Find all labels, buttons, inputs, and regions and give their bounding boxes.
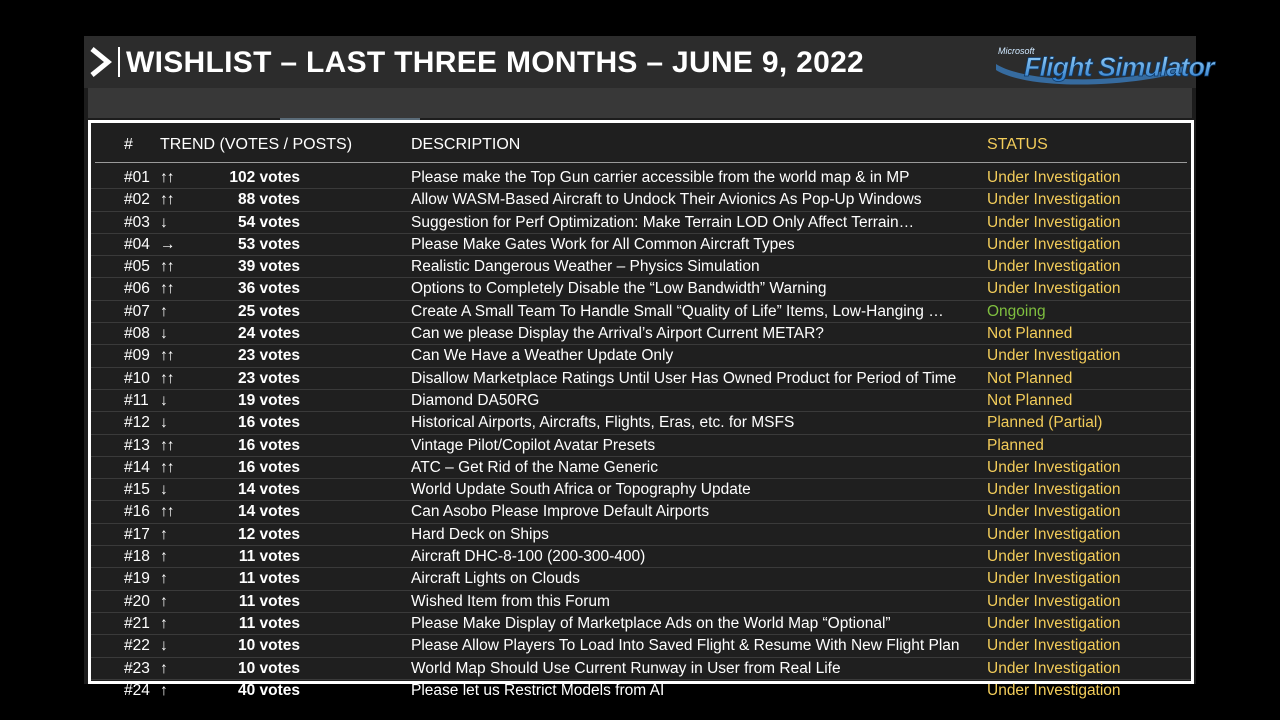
row-number: #11	[124, 391, 149, 409]
trend-arrows: ↑↑	[160, 191, 174, 209]
table-body	[91, 167, 1191, 701]
page-title: WISHLIST – LAST THREE MONTHS – JUNE 9, 2022	[126, 46, 865, 79]
row-description: World Map Should Use Current Runway in User from Real Life	[411, 659, 841, 677]
vote-count: 88 votes	[237, 191, 300, 209]
row-number: #10	[124, 369, 150, 387]
vote-count: 54 votes	[237, 213, 300, 231]
table-header	[91, 123, 1191, 162]
status-label: Under Investigation	[987, 280, 1121, 298]
row-number: #22	[124, 637, 150, 655]
slide	[84, 36, 1214, 699]
status-label: Not Planned	[987, 369, 1073, 387]
trend-arrows: ↓	[160, 391, 167, 409]
status-label: Under Investigation	[987, 681, 1121, 699]
status-label: Ongoing	[987, 302, 1046, 320]
row-description: Aircraft DHC-8-100 (200-300-400)	[411, 548, 646, 566]
vote-count: 16 votes	[237, 414, 300, 432]
vote-count: 53 votes	[237, 235, 300, 253]
row-description: Historical Airports, Aircrafts, Flights, Eras, etc. for MSFS	[411, 414, 795, 432]
row-number: #13	[124, 436, 150, 454]
row-number: #17	[124, 525, 150, 543]
vote-count: 23 votes	[237, 369, 300, 387]
row-number: #23	[124, 659, 150, 677]
vote-count: 16 votes	[237, 436, 300, 454]
trend-arrows: ↑	[160, 659, 167, 677]
status-label: Under Investigation	[987, 191, 1121, 209]
status-label: Not Planned	[987, 391, 1073, 409]
vote-count: 19 votes	[237, 391, 300, 409]
table-row	[91, 301, 1191, 323]
table-row	[91, 635, 1191, 657]
status-label: Under Investigation	[987, 258, 1121, 276]
vote-count: 11 votes	[238, 548, 300, 566]
row-number: #08	[124, 325, 150, 343]
trend-arrows: ↓	[160, 213, 167, 231]
row-description: Please Allow Players To Load Into Saved Flight & Resume With New Flight Plan	[411, 637, 960, 655]
table-row	[91, 323, 1191, 345]
row-description: Aircraft Lights on Clouds	[411, 570, 580, 588]
vote-count: 25 votes	[237, 302, 300, 320]
row-description: Please let us Restrict Models from AI	[411, 681, 665, 699]
status-label: Planned (Partial)	[987, 414, 1103, 432]
header-divider	[95, 162, 1187, 163]
header-num: #	[124, 136, 133, 153]
table-row	[91, 412, 1191, 434]
row-description: Create A Small Team To Handle Small “Quality of Life” Items, Low-Hanging …	[411, 302, 944, 320]
trend-arrows: ↑	[160, 548, 167, 566]
status-label: Under Investigation	[987, 570, 1121, 588]
trend-arrows: ↑	[160, 525, 167, 543]
vote-count: 102 votes	[229, 169, 300, 186]
table-row	[91, 568, 1191, 590]
header-status: STATUS	[987, 136, 1048, 153]
header-trend: TREND (VOTES / POSTS)	[160, 136, 353, 153]
status-label: Under Investigation	[987, 614, 1121, 632]
status-label: Planned	[987, 436, 1044, 454]
row-number: #03	[124, 213, 150, 231]
vote-count: 23 votes	[237, 347, 300, 365]
trend-arrows: ↑↑	[160, 169, 174, 186]
row-number: #21	[124, 614, 150, 632]
trend-arrows: ↑	[160, 302, 167, 320]
table-row	[91, 167, 1191, 189]
table-row	[91, 680, 1191, 701]
row-description: Vintage Pilot/Copilot Avatar Presets	[411, 436, 656, 454]
table-row	[91, 479, 1191, 501]
trend-arrows: ↓	[160, 637, 167, 655]
trend-arrows: ↓	[160, 325, 167, 343]
table-row	[91, 212, 1191, 234]
table-row	[91, 501, 1191, 523]
vote-count: 16 votes	[237, 458, 300, 476]
trend-arrows: ↓	[160, 414, 167, 432]
status-label: Under Investigation	[987, 169, 1121, 186]
vote-count: 40 votes	[237, 681, 300, 699]
vote-count: 11 votes	[238, 570, 300, 588]
table-row	[91, 457, 1191, 479]
trend-arrows: ↑↑	[160, 458, 174, 476]
status-label: Under Investigation	[987, 525, 1121, 543]
trend-arrows: ↑↑	[160, 436, 174, 454]
status-label: Under Investigation	[987, 637, 1121, 655]
row-number: #06	[124, 280, 150, 298]
status-label: Under Investigation	[987, 235, 1121, 253]
row-description: Hard Deck on Ships	[411, 525, 549, 543]
row-description: ATC – Get Rid of the Name Generic	[411, 458, 658, 476]
logo-microsoft-text: Microsoft	[998, 46, 1035, 56]
row-number: #12	[124, 414, 150, 432]
trend-arrows: ↑	[160, 614, 167, 632]
row-description: Please Make Gates Work for All Common Aircraft Types	[411, 235, 795, 253]
row-number: #15	[124, 481, 150, 499]
chevron-right-icon	[88, 46, 114, 78]
logo-flight-simulator-text: Flight Simulator	[1024, 52, 1214, 82]
row-description: Wished Item from this Forum	[411, 592, 610, 610]
status-label: Under Investigation	[987, 481, 1121, 499]
trend-arrows: ↑↑	[160, 258, 174, 276]
row-description: Options to Completely Disable the “Low Bandwidth” Warning	[411, 280, 827, 298]
vote-count: 11 votes	[238, 592, 300, 610]
row-number: #02	[124, 191, 150, 209]
row-description: Suggestion for Perf Optimization: Make Terrain LOD Only Affect Terrain…	[411, 213, 915, 231]
vote-count: 39 votes	[237, 258, 300, 276]
trend-arrows: ↑↑	[160, 369, 174, 387]
status-label: Under Investigation	[987, 503, 1121, 521]
trend-arrows: ↑	[160, 592, 167, 610]
sub-header-band	[88, 88, 1192, 118]
row-number: #16	[124, 503, 150, 521]
status-label: Under Investigation	[987, 548, 1121, 566]
status-label: Not Planned	[987, 325, 1073, 343]
status-label: Under Investigation	[987, 347, 1121, 365]
vote-count: 14 votes	[237, 503, 300, 521]
row-number: #04	[124, 235, 150, 253]
table-row	[91, 234, 1191, 256]
trend-arrows: ↑↑	[160, 503, 174, 521]
table-row	[91, 390, 1191, 412]
table-row	[91, 546, 1191, 568]
trend-arrows: ↑	[160, 681, 167, 699]
status-label: Under Investigation	[987, 592, 1121, 610]
trend-arrows: ↑↑	[160, 347, 174, 365]
row-description: Please Make Display of Marketplace Ads on the World Map “Optional”	[411, 614, 891, 632]
row-description: Can Asobo Please Improve Default Airports	[411, 503, 710, 521]
row-number: #09	[124, 347, 150, 365]
trend-arrows: →	[160, 235, 175, 253]
table-row	[91, 658, 1191, 680]
row-description: Disallow Marketplace Ratings Until User Has Owned Product for Period of Time	[411, 369, 957, 387]
table-row	[91, 345, 1191, 367]
title-divider	[118, 47, 120, 77]
row-description: Can We Have a Weather Update Only	[411, 347, 674, 365]
row-number: #07	[124, 302, 150, 320]
status-label: Under Investigation	[987, 659, 1121, 677]
vote-count: 11 votes	[238, 614, 300, 632]
flight-simulator-logo	[994, 42, 1214, 86]
trend-arrows: ↑	[160, 570, 167, 588]
row-description: Allow WASM-Based Aircraft to Undock Their Avionics As Pop-Up Windows	[411, 191, 922, 209]
table-row	[91, 524, 1191, 546]
row-number: #24	[124, 681, 150, 699]
vote-count: 10 votes	[237, 659, 300, 677]
row-number: #20	[124, 592, 150, 610]
vote-count: 10 votes	[237, 637, 300, 655]
row-number: #01	[124, 169, 150, 186]
table-row	[91, 435, 1191, 457]
row-description: Diamond DA50RG	[411, 391, 540, 409]
vote-count: 14 votes	[237, 481, 300, 499]
status-label: Under Investigation	[987, 213, 1121, 231]
title-bar	[84, 36, 1214, 88]
table-row	[91, 368, 1191, 390]
table-row	[91, 278, 1191, 300]
row-description: Realistic Dangerous Weather – Physics Simulation	[411, 258, 760, 276]
trend-arrows: ↓	[160, 481, 167, 499]
row-number: #19	[124, 570, 150, 588]
vote-count: 36 votes	[237, 280, 300, 298]
row-number: #18	[124, 548, 150, 566]
table-row	[91, 591, 1191, 613]
vote-count: 12 votes	[237, 525, 300, 543]
trend-arrows: ↑↑	[160, 280, 174, 298]
status-label: Under Investigation	[987, 458, 1121, 476]
table-row	[91, 613, 1191, 635]
row-number: #05	[124, 258, 150, 276]
table-row	[91, 189, 1191, 211]
table-row	[91, 256, 1191, 278]
row-description: Please make the Top Gun carrier accessible from the world map & in MP	[411, 169, 910, 186]
header-description: DESCRIPTION	[411, 136, 521, 153]
wishlist-table	[88, 120, 1194, 699]
row-description: World Update South Africa or Topography Update	[411, 481, 751, 499]
vote-count: 24 votes	[237, 325, 300, 343]
row-description: Can we please Display the Arrival’s Airport Current METAR?	[411, 325, 824, 343]
row-number: #14	[124, 458, 150, 476]
